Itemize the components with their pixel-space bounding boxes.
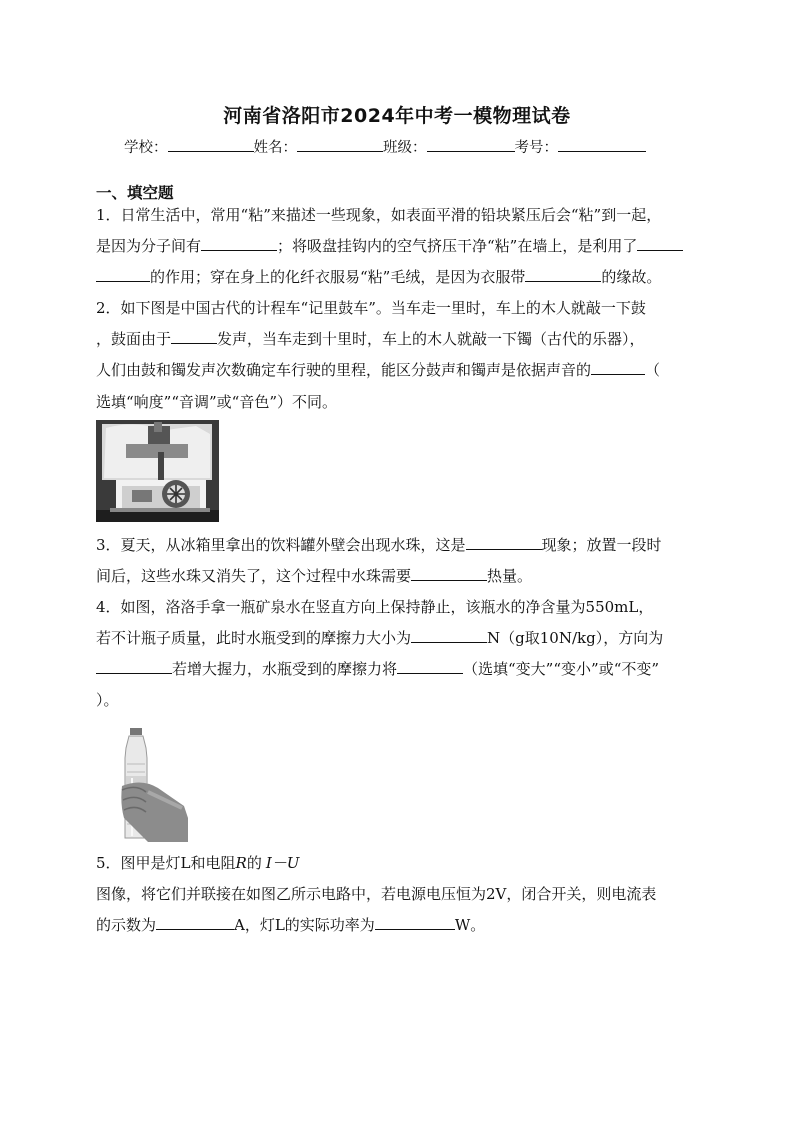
q4-blank-2[interactable] <box>96 659 172 674</box>
section-heading: 一、填空题 <box>96 184 174 202</box>
q4-blank-3[interactable] <box>397 659 463 674</box>
q3-line-2: 间后，这些水珠又消失了，这个过程中水珠需要 热量。 <box>96 567 533 585</box>
q2-blank-1[interactable] <box>171 329 217 344</box>
school-blank[interactable] <box>168 137 254 152</box>
q5-line-1: 5．图甲是灯L和电阻R的 I－U <box>96 854 300 872</box>
q5-blank-2[interactable] <box>375 915 455 930</box>
number-label: 考号： <box>514 140 558 156</box>
q2-blank-2[interactable] <box>591 360 645 375</box>
name-blank[interactable] <box>297 137 383 152</box>
q4-line-3: 若增大握力，水瓶受到的摩擦力将 （选填“变大”“变小”或“不变” <box>96 659 659 679</box>
q1-blank-1[interactable] <box>201 236 277 251</box>
q2-line-3: 人们由鼓和镯发声次数确定车行驶的里程，能区分鼓声和镯声是依据声音的 （ <box>96 361 661 379</box>
q3-blank-2[interactable] <box>411 566 487 581</box>
bottle-hand-photo <box>118 728 188 842</box>
q5-blank-1[interactable] <box>156 915 234 930</box>
q2-line-1: 2．如下图是中国古代的计程车“记里鼓车”。当车走一里时，车上的木人就敲一下鼓 <box>96 299 646 317</box>
q5-line-2: 图像，将它们并联接在如图乙所示电路中，若电源电压恒为2V，闭合开关，则电流表 <box>96 885 657 903</box>
q4-line-2: 若不计瓶子质量，此时水瓶受到的摩擦力大小为 N（g取10N/kg），方向为 <box>96 629 664 647</box>
q3-line-1: 3．夏天，从冰箱里拿出的饮料罐外壁会出现水珠，这是 现象；放置一段时 <box>96 536 662 554</box>
name-label: 姓名： <box>253 140 297 156</box>
q4-blank-1[interactable] <box>411 628 487 643</box>
student-info-row <box>124 136 646 157</box>
class-blank[interactable] <box>427 137 515 152</box>
q1-blank-3[interactable] <box>525 267 601 282</box>
q2-line-2: ，鼓面由于 发声，当车走到十里时，车上的木人就敲一下镯（古代的乐器）， <box>96 330 645 348</box>
q2-line-4: 选填“响度”“音调”或“音色”）不同。 <box>96 393 338 411</box>
q1-line-2: 是因为分子间有 ；将吸盘挂钩内的空气挤压干净“粘”在墙上，是利用了 <box>96 236 683 256</box>
q4-line-4: ）。 <box>96 691 119 709</box>
q1-blank-2a[interactable] <box>637 236 683 251</box>
school-label: 学校： <box>124 140 168 156</box>
q1-line-1: 1．日常生活中，常用“粘”来描述一些现象，如表面平滑的铅块紧压后会“粘”到一起， <box>96 206 662 224</box>
number-blank[interactable] <box>558 137 646 152</box>
water-bottle-image <box>118 728 188 842</box>
q4-line-1: 4．如图，洛洛手拿一瓶矿泉水在竖直方向上保持静止，该瓶水的净含量为550mL， <box>96 598 654 616</box>
class-label: 班级： <box>383 140 427 156</box>
q1-blank-2b[interactable] <box>96 267 150 282</box>
exam-title: 河南省洛阳市2024年中考一模物理试卷 <box>223 105 571 127</box>
drum-cart-photo <box>96 420 219 522</box>
q5-line-3: 的示数为 A，灯L的实际功率为 W。 <box>96 916 486 934</box>
drum-cart-image <box>96 420 219 522</box>
q3-blank-1[interactable] <box>466 535 542 550</box>
q1-line-3: 的作用；穿在身上的化纤衣服易“粘”毛绒，是因为衣服带 的缘故。 <box>96 267 661 287</box>
